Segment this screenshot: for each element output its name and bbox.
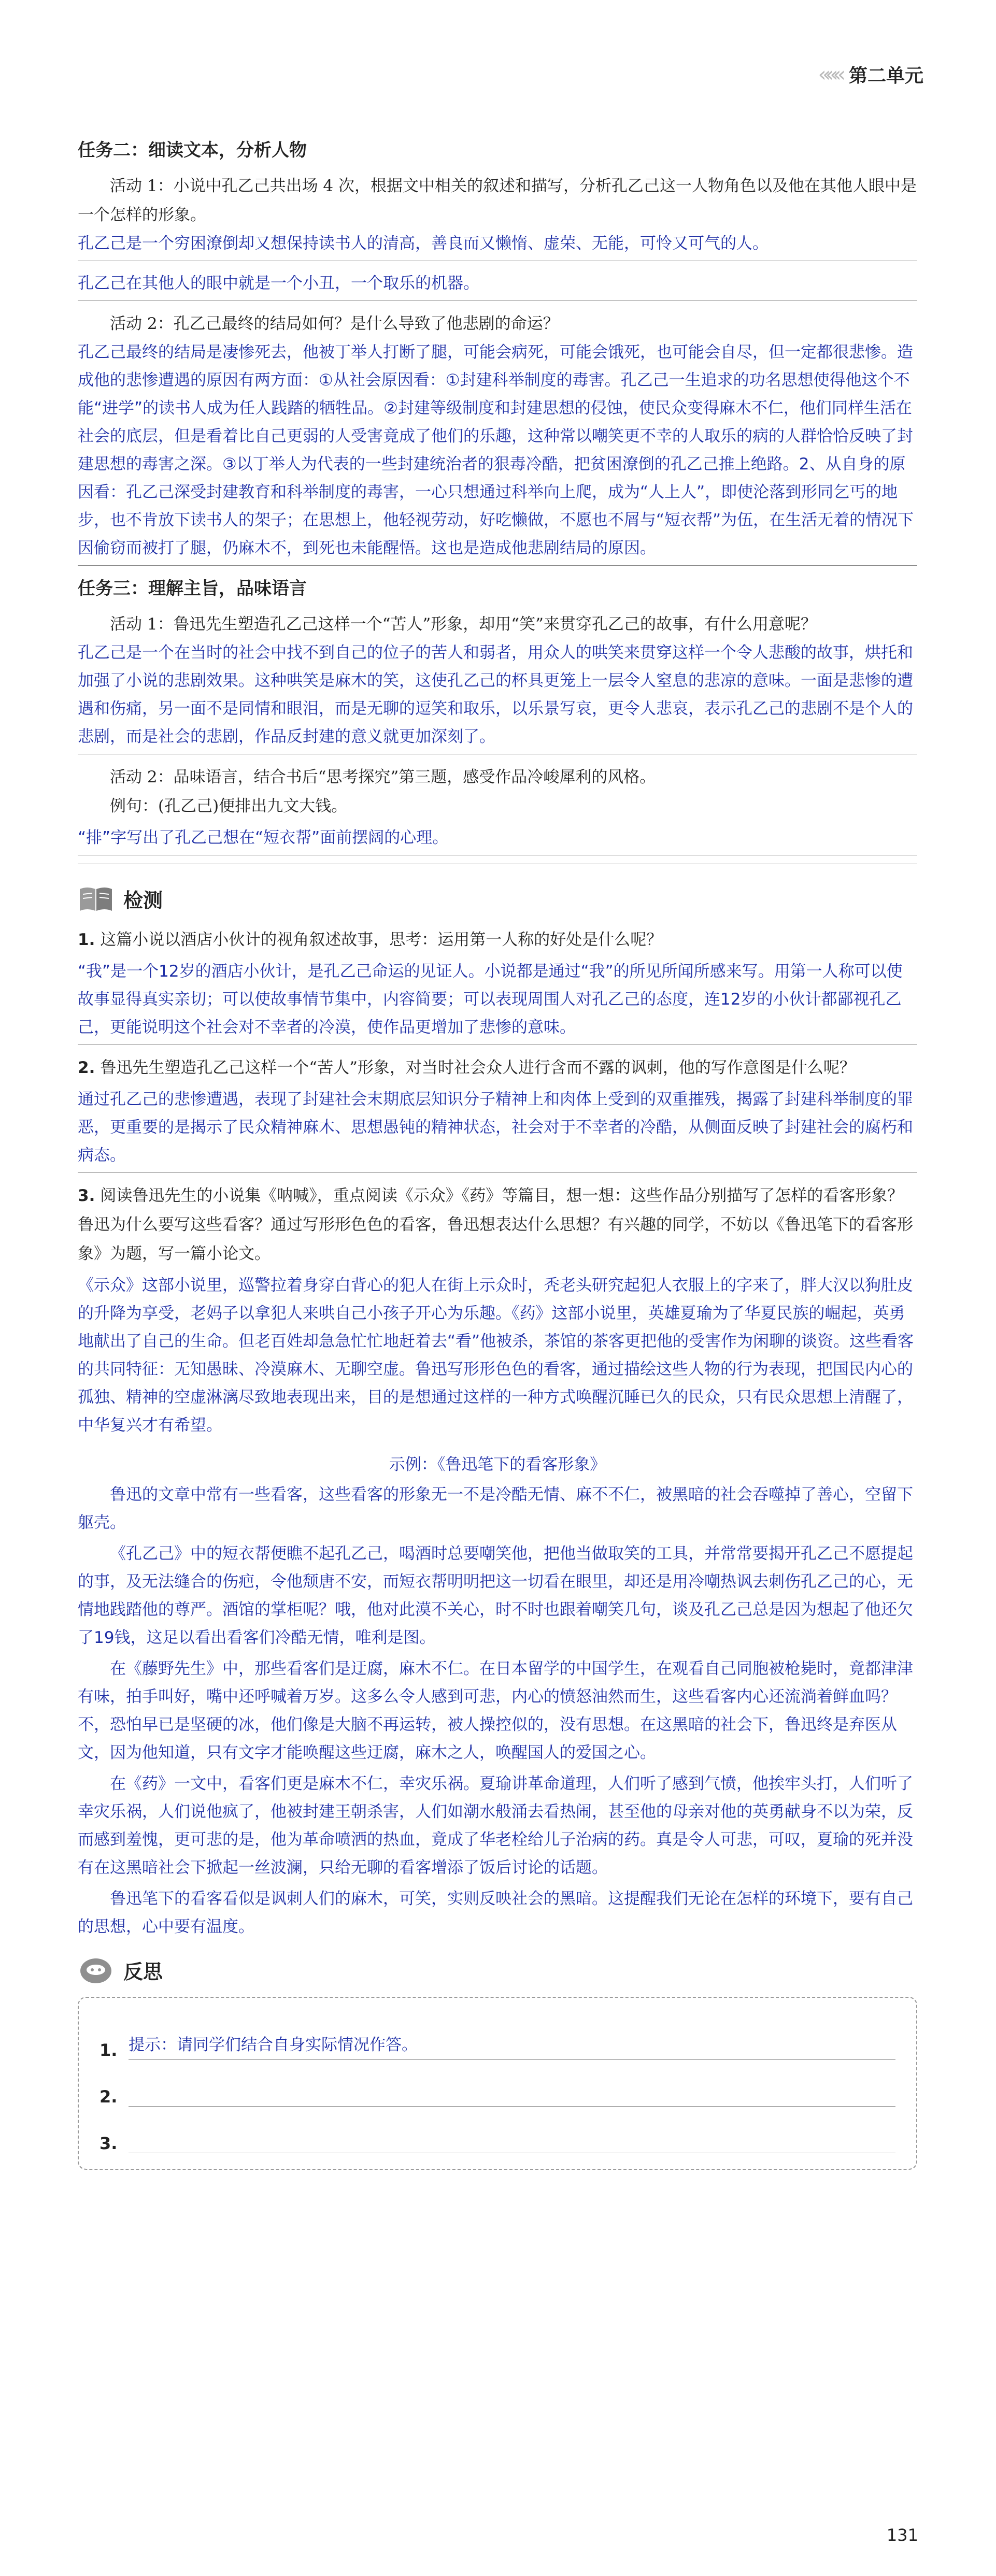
reflect-number: 2. — [99, 2087, 118, 2107]
task3-activity1-question: 活动 1：鲁迅先生塑造孔乙己这样一个“苦人”形象，却用“笑”来贯穿孔乙己的故事，有什么用意呢？ — [110, 615, 817, 634]
task2-activity2-question: 活动 2：孔乙己最终的结局如何？是什么导致了他悲剧的命运？ — [110, 314, 559, 333]
task3-example-sentence: 例句：(孔乙己)便排出九文大钱。 — [110, 797, 348, 815]
page-number: 131 — [886, 2525, 918, 2545]
task2-activity1-answer-1: 孔乙己是一个穷困潦倒却又想保持读书人的清高，善良而又懒惰、虚荣、无能，可怜又可气的人。 — [78, 230, 917, 261]
test-question-2 — [78, 1053, 917, 1082]
test-question-1 — [78, 925, 917, 954]
question-number: 2. — [78, 1058, 95, 1077]
test-section-header — [78, 883, 917, 914]
question-number: 1. — [78, 931, 95, 949]
essay-paragraph-1: 鲁迅的文章中常有一些看客，这些看客的形象无一不是冷酷无情、麻不不仁，被黑暗的社会吞噬掉了善心，空留下躯壳。 — [78, 1485, 913, 1532]
question-number: 3. — [78, 1186, 95, 1205]
essay-paragraph-2: 《孔乙己》中的短衣帮便瞧不起孔乙己，喝酒时总要嘲笑他，把他当做取笑的工具，并常常要揭开孔乙己不愿提起的事，及无法缝合的伤疤，令他颓唐不安，而短衣帮明明把这一切看在眼里，却还是用冷嘲热讽去刺伤孔乙己的心，无情地践踏他的尊严。酒馆的掌柜呢？哦，他对此漠不关心，时不时也跟着嘲笑几句，谈及孔乙己总是因为想起了他还欠了19钱，这足以看出看客们冷酷无情，唯利是图。 — [78, 1544, 913, 1647]
test-question-3 — [78, 1181, 917, 1268]
essay-paragraph-5: 鲁迅笔下的看客看似是讽刺人们的麻木，可笑，实则反映社会的黑暗。这提醒我们无论在怎样的环境下，要有自己的思想，心中要有温度。 — [78, 1890, 913, 1936]
reflect-title: 反思 — [123, 1960, 163, 1983]
test-answer-1: “我”是一个12岁的酒店小伙计，是孔乙己命运的见证人。小说都是通过“我”的所见所闻所感来写。用第一人称可以使故事显得真实亲切；可以使故事情节集中，内容简要；可以表现周围人对孔乙己的态度，连12岁的小伙计都鄙视孔乙己，更能说明这个社会对不幸者的冷漠，使作品更增加了悲惨的意味。 — [78, 957, 917, 1045]
page-header — [818, 61, 923, 88]
reflect-box — [78, 1997, 917, 2170]
task2-activity2-answer: 孔乙己最终的结局是凄惨死去，他被丁举人打断了腿，可能会病死，可能会饿死，也可能会自尽，但一定都很悲惨。造成他的悲惨遭遇的原因有两方面：①从社会原因看：①封建科举制度的毒害。孔乙己一生追求的功名思想使得他这个不能“进学”的读书人成为任人践踏的牺牲品。②封建等级制度和封建思想的侵蚀，使民众变得麻木不仁，他们同样生活在社会的底层，但是看着比自己更弱的人受害竟成了他们的乐趣，这种常以嘲笑更不幸的人取乐的病的人群恰恰反映了封建思想的毒害之深。③以丁举人为代表的一些封建统治者的狠毒冷酷，把贫困潦倒的孔乙己推上绝路。2、从自身的原因看：孔乙己深受封建教育和科举制度的毒害，一心只想通过科举向上爬，成为“人上人”，即使沦落到形同乞丐的地步，也不肯放下读书人的架子；在思想上，他轻视劳动，好吃懒做，不愿也不屑与“短衣帮”为伍，在生活无着的情况下因偷窃而被打了腿，仍麻木不，到死也未能醒悟。这也是造成他悲剧结局的原因。 — [78, 338, 917, 566]
question-text: 阅读鲁迅先生的小说集《呐喊》，重点阅读《示众》《药》等篇目，想一想：这些作品分别描写了怎样的看客形象？鲁迅为什么要写这些看客？通过写形形色色的看客，鲁迅想表达什么思想？有兴趣的同学，不妨以《鲁迅笔下的看客形象》为题，写一篇小论文。 — [78, 1186, 913, 1263]
essay-paragraph-3: 在《藤野先生》中，那些看客们是迂腐，麻木不仁。在日本留学的中国学生，在观看自己同胞被枪毙时，竟都津津有味，拍手叫好，嘴中还呼喊着万岁。这多么令人感到可悲，内心的愤怒油然而生，这些看客内心还流淌着鲜血吗？不，恐怕早已是坚硬的冰，他们像是大脑不再运转，被人操控似的，没有思想。在这黑暗的社会下，鲁迅终是弃医从文，因为他知道，只有文字才能唤醒这些迂腐，麻木之人，唤醒国人的爱国之心。 — [78, 1659, 913, 1762]
reflect-number: 1. — [99, 2040, 118, 2060]
reflect-answer-field[interactable]: 提示：请同学们结合自身实际情况作答。 — [129, 2031, 895, 2060]
reflect-section-header — [78, 1954, 917, 1985]
test-answer-3: 《示众》这部小说里，巡警拉着身穿白背心的犯人在街上示众时，秃老头研究起犯人衣服上的字来了，胖大汉以狗肚皮的升降为享受，老妈子以拿犯人来哄自己小孩子开心为乐趣。《药》这部小说里，英雄夏瑜为了华夏民族的崛起，英勇地献出了自己的生命。但老百姓却急急忙忙地赶着去“看”他被杀，茶馆的茶客更把他的受害作为闲聊的谈资。这些看客的共同特征：无知愚昧、冷漠麻木、无聊空虚。鲁迅写形形色色的看客，通过描绘这些人物的行为表现，把国民内心的孤独、精神的空虚淋漓尽致地表现出来，目的是想通过这样的一种方式唤醒沉睡已久的民众，只有民众思想上清醒了，中华复兴才有希望。 — [78, 1276, 914, 1435]
reflect-answer-field[interactable] — [129, 2125, 895, 2153]
task2-activity1-question: 活动 1：小说中孔乙己共出场 4 次，根据文中相关的叙述和描写，分析孔乙己这一人物角色以及他在其他人眼中是一个怎样的形象。 — [78, 177, 917, 224]
chevrons-icon: ««« — [818, 62, 841, 87]
reflect-number: 3. — [99, 2134, 118, 2153]
page-content — [78, 130, 917, 2170]
task2-activity1-answer-2: 孔乙己在其他人的眼中就是一个小丑，一个取乐的机器。 — [78, 269, 917, 301]
unit-title: 第二单元 — [848, 65, 923, 87]
task3-activity2-question: 活动 2：品味语言，结合书后“思考探究”第三题，感受作品冷峻犀利的风格。 — [110, 768, 656, 786]
reflect-line-2 — [99, 2060, 895, 2107]
reflect-answer-field[interactable] — [129, 2078, 895, 2107]
reflect-line-3 — [99, 2107, 895, 2153]
test-title: 检测 — [123, 889, 163, 912]
essay-paragraph-4: 在《药》一文中，看客们更是麻木不仁，幸灾乐祸。夏瑜讲革命道理，人们听了感到气愤，他挨牢头打，人们听了幸灾乐祸，人们说他疯了，他被封建王朝杀害，人们如潮水般涌去看热闹，甚至他的母亲对他的英勇献身不以为荣，反而感到羞愧，更可悲的是，他为革命喷洒的热血，竟成了华老栓给儿子治病的药。真是令人可悲，可叹，夏瑜的死并没有在这黑暗社会下掀起一丝波澜，只给无聊的看客增添了饭后讨论的话题。 — [78, 1774, 913, 1877]
task3-title: 任务三：理解主旨，品味语言 — [78, 578, 307, 599]
book-icon — [78, 883, 114, 914]
task3-activity1-answer: 孔乙己是一个在当时的社会中找不到自己的位子的苦人和弱者，用众人的哄笑来贯穿这样一个令人悲酸的故事，烘托和加强了小说的悲剧效果。这种哄笑是麻木的笑，这使孔乙己的杯具更笼上一层令人窒息的悲凉的意味。一面是悲惨的遭遇和伤痛，另一面不是同情和眼泪，而是无聊的逗笑和取乐，以乐景写哀，更令人悲哀，表示孔乙己的悲剧不是个人的悲剧，而是社会的悲剧，作品反封建的意义就更加深刻了。 — [78, 639, 917, 754]
thinking-head-icon — [78, 1954, 114, 1985]
question-text: 这篇小说以酒店小伙计的视角叙述故事，思考：运用第一人称的好处是什么呢？ — [100, 931, 663, 949]
test-answer-2: 通过孔乙己的悲惨遭遇，表现了封建社会末期底层知识分子精神上和肉体上受到的双重摧残，揭露了封建科举制度的罪恶，更重要的是揭示了民众精神麻木、思想愚钝的精神状态，社会对于不幸者的冷酷，从侧面反映了封建社会的腐朽和病态。 — [78, 1085, 917, 1173]
reflect-line-1 — [99, 2013, 895, 2060]
essay-title: 示例：《鲁迅笔下的看客形象》 — [389, 1455, 606, 1474]
task2-title: 任务二：细读文本，分析人物 — [78, 140, 307, 161]
question-text: 鲁迅先生塑造孔乙己这样一个“苦人”形象，对当时社会众人进行含而不露的讽刺，他的写作意图是什么呢？ — [100, 1058, 856, 1077]
task3-activity2-answer: “排”字写出了孔乙己想在“短衣帮”面前摆阔的心理。 — [78, 824, 917, 855]
